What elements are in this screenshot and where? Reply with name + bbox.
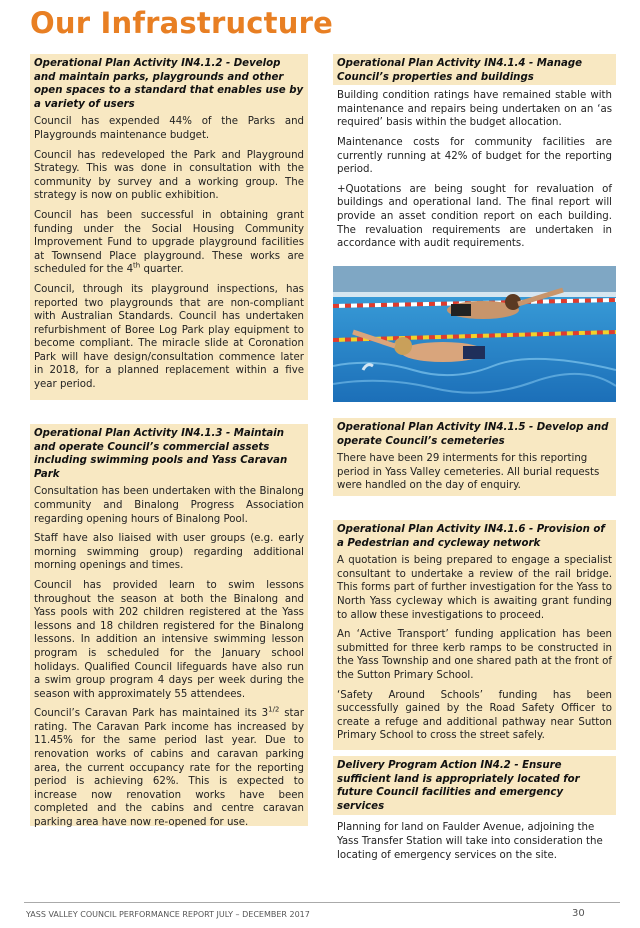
section-heading: Delivery Program Action IN4.2 - Ensure sufficient land is appropriately located for future Council facilities and emergency services — [337, 760, 580, 812]
paragraph: Council has expended 44% of the Parks and Playgrounds maintenance budget. — [34, 116, 304, 141]
footer-divider — [24, 902, 620, 903]
paragraph: Council has provided learn to swim lessons throughout the season at both the Binalong and Yass pools with 202 children registered at the Yass lessons and 18 children registered for the Binalong lessons. In addition an intensive swimming lesson program is scheduled for the January school holidays. Qualified Council lifeguards have also run a swim group program 4 days per week during the season with approximately 55 attendees. — [34, 579, 304, 700]
superscript: th — [133, 261, 141, 270]
swimmers-photo — [333, 266, 616, 402]
paragraph: Consultation has been undertaken with the Binalong community and Binalong Progress Association regarding opening hours of Binalong Pool. — [34, 486, 304, 525]
section-in42 — [333, 756, 616, 865]
section-heading: Operational Plan Activity IN4.1.2 - Develop and maintain parks, playgrounds and other open spaces to a standard that enables use by a variety of users — [34, 58, 304, 110]
section-heading: Operational Plan Activity IN4.1.3 - Maintain and operate Council’s commercial assets including swimming pools and Yass Caravan Park — [34, 428, 288, 480]
footer-text: YASS VALLEY COUNCIL PERFORMANCE REPORT JULY – DECEMBER 2017 — [26, 910, 310, 919]
section-heading: Operational Plan Activity IN4.1.6 - Provision of a Pedestrian and cycleway network — [337, 524, 605, 549]
section-in416 — [333, 520, 616, 750]
paragraph-tail: star rating. The Caravan Park income has increased by 11.45% for the same period last year. Due to renovation works of cabins and caravan parking area, the current occupancy rate for the reporting period is achieving 62%. This is expected to increase now renovation works have been completed and the cabins and centre caravan parking area have now re-opened for use. — [34, 708, 304, 829]
superscript: 1/2 — [268, 705, 280, 714]
section-heading: Operational Plan Activity IN4.1.5 - Develop and operate Council’s cemeteries — [337, 422, 609, 447]
paragraph: Planning for land on Faulder Avenue, adjoining the Yass Transfer Station will take into consideration the locating of emergency services on the site. — [337, 822, 603, 861]
section-in412 — [30, 54, 308, 400]
paragraph: Staff have also liaised with user groups (e.g. early morning swimming group) regarding additional morning openings and times. — [34, 533, 304, 572]
page-number: 30 — [572, 908, 585, 919]
paragraph: ‘Safety Around Schools’ funding has been successfully gained by the Road Safety Officer to create a refuge and additional pathway near Sutton Primary School to cross the street safely. — [337, 689, 612, 742]
paragraph-tail: quarter. — [140, 264, 184, 276]
section-in415 — [333, 418, 616, 496]
section-heading: Operational Plan Activity IN4.1.4 - Manage Council’s properties and buildings — [337, 58, 583, 83]
paragraph — [34, 707, 304, 829]
paragraph: Council has redeveloped the Park and Playground Strategy. This was done in consultation with the community by survey and a working group. The strategy is now on public exhibition. — [34, 149, 304, 202]
section-heading-box — [333, 54, 616, 85]
paragraph: There have been 29 interments for this reporting period in Yass Valley cemeteries. All burial requests were handled on the day of enquiry. — [337, 453, 600, 492]
paragraph: A quotation is being prepared to engage a specialist consultant to undertake a review of the rail bridge. This forms part of further investigation for the Yass to North Yass cycleway which is awaiting grant funding to allow these investigations to proceed. — [337, 555, 612, 621]
paragraph — [34, 209, 304, 277]
paragraph-text: Council’s Caravan Park has maintained its 3 — [34, 708, 269, 720]
paragraph: +Quotations are being sought for revaluation of buildings and operational land. The final report will provide an asset condition report on each building. The revaluation requirements are undertaken in accordance with audit requirements. — [337, 183, 612, 250]
paragraph-text: Council has been successful in obtaining grant funding under the Social Housing Community Improvement Fund to upgrade playground facilities at Townsend Place playground. These works are scheduled for the 4 — [34, 209, 304, 276]
paragraph: Building condition ratings have remained stable with maintenance and repairs being undertaken on an ‘as required’ basis within the budget allocation. — [337, 90, 612, 129]
paragraph: Maintenance costs for community facilities are currently running at 42% of budget for the reporting period. — [337, 136, 612, 176]
section-in414 — [333, 54, 616, 254]
paragraph: Council, through its playground inspections, has reported two playgrounds that are non-compliant with Australian Standards. Council has undertaken refurbishment of Boree Log Park play equipment to become compliant. The miracle slide at Coronation Park will have design/consultation commence later in 2018, for a planned replacement within a five year period. — [34, 283, 304, 391]
section-heading-box — [333, 756, 616, 815]
section-in413 — [30, 424, 308, 829]
page-title: Our Infrastructure — [30, 6, 333, 40]
paragraph: An ‘Active Transport’ funding application has been submitted for three kerb ramps to be constructed in the Yass Township and one shared path at the front of the Sutton Primary School. — [337, 629, 612, 681]
